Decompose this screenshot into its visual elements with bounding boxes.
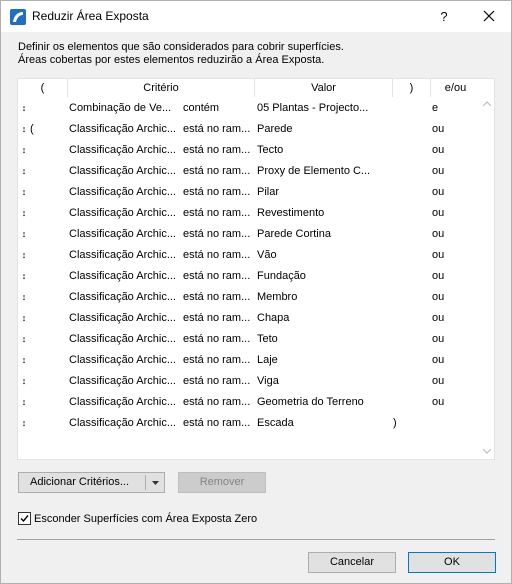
cell-op[interactable]: está no ram... — [183, 165, 251, 177]
table-row[interactable] — [18, 329, 480, 350]
table-row[interactable] — [18, 161, 480, 182]
cell-name[interactable]: Combinação de Ve... — [69, 102, 172, 114]
cell-close[interactable] — [393, 350, 423, 371]
dropdown-arrow-icon — [146, 473, 165, 492]
cell-andor[interactable]: ou — [432, 186, 445, 198]
cell-name[interactable]: Classificação Archic... — [69, 312, 176, 324]
cell-andor[interactable]: ou — [432, 123, 445, 135]
cell-close[interactable] — [393, 98, 423, 119]
row-move-handle-icon[interactable]: ↕ — [21, 187, 27, 197]
row-move-handle-icon[interactable]: ↕ — [21, 334, 27, 344]
cell-andor[interactable]: e — [432, 102, 439, 114]
row-move-handle-icon[interactable]: ↕ — [21, 271, 27, 281]
row-move-handle-icon[interactable]: ↕ — [21, 229, 27, 239]
cell-andor[interactable]: ou — [432, 270, 445, 282]
cell-open[interactable]: ( — [30, 123, 34, 135]
cell-open[interactable] — [30, 182, 60, 203]
row-move-handle-icon[interactable]: ↕ — [21, 418, 27, 428]
hide-zero-surfaces-label: Esconder Superfícies com Área Exposta Zero — [34, 513, 258, 525]
cell-op[interactable]: está no ram... — [183, 249, 251, 261]
cell-op[interactable]: está no ram... — [183, 228, 251, 240]
cell-name[interactable]: Classificação Archic... — [69, 186, 176, 198]
cell-name[interactable]: Classificação Archic... — [69, 165, 176, 177]
header-value[interactable]: Valor — [255, 79, 393, 97]
cell-value[interactable]: Vão — [257, 249, 277, 261]
cell-close[interactable] — [393, 182, 423, 203]
cell-close[interactable] — [393, 203, 423, 224]
table-row[interactable] — [18, 350, 480, 371]
cell-open[interactable] — [30, 329, 60, 350]
table-row[interactable] — [18, 140, 480, 161]
cell-close[interactable] — [393, 224, 423, 245]
cell-open[interactable] — [30, 308, 60, 329]
description-line-1: Definir os elementos que são considerados para cobrir superfícies. — [18, 41, 344, 53]
cell-andor[interactable]: ou — [432, 165, 445, 177]
cell-close[interactable] — [393, 329, 423, 350]
row-move-handle-icon[interactable]: ↕ — [21, 124, 27, 134]
description-text — [18, 41, 344, 67]
cell-open[interactable] — [30, 161, 60, 182]
cell-andor[interactable]: ou — [432, 354, 445, 366]
cell-name[interactable]: Classificação Archic... — [69, 228, 176, 240]
archicad-app-icon — [10, 9, 26, 25]
cell-name[interactable]: Classificação Archic... — [69, 417, 176, 429]
row-move-handle-icon[interactable]: ↕ — [21, 376, 27, 386]
header-criterion[interactable]: Critério — [68, 79, 255, 97]
cell-value[interactable]: Escada — [257, 417, 294, 429]
cell-value[interactable]: Revestimento — [257, 207, 325, 219]
cell-value[interactable]: Geometria do Terreno — [257, 396, 364, 408]
cell-value[interactable]: Pilar — [257, 186, 280, 198]
cell-andor[interactable]: ou — [432, 396, 445, 408]
cell-name[interactable]: Classificação Archic... — [69, 144, 176, 156]
cell-value[interactable]: Tecto — [257, 144, 284, 156]
cell-op[interactable]: está no ram... — [183, 417, 251, 429]
cell-andor[interactable]: ou — [432, 375, 445, 387]
cell-op[interactable]: está no ram... — [183, 123, 251, 135]
cell-op[interactable]: está no ram... — [183, 333, 251, 345]
add-criteria-button-label: Adicionar Critérios... — [30, 476, 130, 488]
cell-close[interactable] — [393, 119, 423, 140]
cell-close[interactable] — [393, 287, 423, 308]
criteria-table — [17, 78, 495, 460]
close-button[interactable] — [473, 1, 505, 32]
cell-close[interactable] — [393, 161, 423, 182]
cell-open[interactable] — [30, 98, 60, 119]
cell-value[interactable]: Proxy de Elemento C... — [257, 165, 371, 177]
cell-close[interactable] — [393, 245, 423, 266]
table-row[interactable] — [18, 287, 480, 308]
row-move-handle-icon[interactable]: ↕ — [21, 250, 27, 260]
header-and-or[interactable]: e/ou — [444, 82, 467, 94]
cell-andor[interactable] — [432, 413, 478, 434]
title-bar — [1, 1, 511, 32]
cell-open[interactable] — [30, 266, 60, 287]
cell-close[interactable]: ) — [393, 417, 397, 429]
cell-andor[interactable]: ou — [432, 333, 445, 345]
cell-value[interactable]: Chapa — [257, 312, 290, 324]
cell-op[interactable]: está no ram... — [183, 375, 251, 387]
row-move-handle-icon[interactable]: ↕ — [21, 145, 27, 155]
remove-button[interactable]: Remover — [178, 472, 266, 493]
cell-op[interactable]: está no ram... — [183, 207, 251, 219]
cell-name[interactable]: Classificação Archic... — [69, 123, 176, 135]
cell-open[interactable] — [30, 224, 60, 245]
checkmark-icon — [19, 513, 30, 524]
add-criteria-split-button[interactable] — [18, 472, 165, 493]
cell-op[interactable]: está no ram... — [183, 312, 251, 324]
cell-op[interactable]: está no ram... — [183, 396, 251, 408]
cell-value[interactable]: Viga — [257, 375, 279, 387]
cell-open[interactable] — [30, 245, 60, 266]
cell-open[interactable] — [30, 392, 60, 413]
row-move-handle-icon[interactable]: ↕ — [21, 397, 27, 407]
cell-value[interactable]: Laje — [257, 354, 278, 366]
cell-name[interactable]: Classificação Archic... — [69, 375, 176, 387]
cell-op[interactable]: está no ram... — [183, 354, 251, 366]
cell-op[interactable]: está no ram... — [183, 186, 251, 198]
cell-op[interactable]: contém — [183, 102, 220, 114]
cell-value[interactable]: Parede Cortina — [257, 228, 331, 240]
cell-name[interactable]: Classificação Archic... — [69, 354, 176, 366]
row-move-handle-icon[interactable]: ↕ — [21, 292, 27, 302]
table-header — [18, 79, 480, 97]
cell-value[interactable]: 05 Plantas - Projecto... — [257, 102, 369, 114]
cell-value[interactable]: Fundação — [257, 270, 306, 282]
table-row[interactable] — [18, 98, 480, 119]
cell-open[interactable] — [30, 140, 60, 161]
cell-value[interactable]: Parede — [257, 123, 293, 135]
ok-button[interactable]: OK — [408, 552, 496, 573]
cell-open[interactable] — [30, 203, 60, 224]
table-row[interactable] — [18, 245, 480, 266]
cell-name[interactable]: Classificação Archic... — [69, 396, 176, 408]
scroll-up-icon — [483, 101, 491, 107]
row-move-handle-icon[interactable]: ↕ — [21, 103, 27, 113]
row-move-handle-icon[interactable]: ↕ — [21, 208, 27, 218]
cell-close[interactable] — [393, 266, 423, 287]
window-title: Reduzir Área Exposta — [32, 9, 149, 23]
header-close-paren[interactable]: ) — [393, 79, 431, 97]
table-row[interactable] — [18, 266, 480, 287]
cell-value[interactable]: Teto — [257, 333, 278, 345]
cell-name[interactable]: Classificação Archic... — [69, 291, 176, 303]
cell-andor[interactable]: ou — [432, 249, 445, 261]
cell-andor[interactable]: ou — [432, 207, 445, 219]
row-move-handle-icon[interactable]: ↕ — [21, 355, 27, 365]
table-row[interactable] — [18, 224, 480, 245]
cell-andor[interactable]: ou — [432, 312, 445, 324]
cell-close[interactable] — [393, 140, 423, 161]
cell-op[interactable]: está no ram... — [183, 270, 251, 282]
close-icon — [473, 1, 505, 32]
cell-op[interactable]: está no ram... — [183, 144, 251, 156]
table-row[interactable] — [18, 119, 480, 140]
cell-open[interactable] — [30, 350, 60, 371]
table-row[interactable] — [18, 203, 480, 224]
hide-zero-surfaces-checkbox[interactable] — [18, 512, 31, 525]
cell-open[interactable] — [30, 371, 60, 392]
cancel-button[interactable]: Cancelar — [308, 552, 396, 573]
cell-andor[interactable]: ou — [432, 144, 445, 156]
row-move-handle-icon[interactable]: ↕ — [21, 313, 27, 323]
cell-andor[interactable]: ou — [432, 228, 445, 240]
table-row[interactable] — [18, 413, 480, 434]
table-row[interactable] — [18, 371, 480, 392]
vertical-scrollbar[interactable] — [480, 98, 494, 459]
table-row[interactable] — [18, 182, 480, 203]
cell-value[interactable]: Membro — [257, 291, 298, 303]
cell-close[interactable] — [393, 371, 423, 392]
help-button[interactable]: ? — [440, 9, 448, 24]
cell-name[interactable]: Classificação Archic... — [69, 207, 176, 219]
cell-andor[interactable]: ou — [432, 291, 445, 303]
scroll-down-icon — [483, 448, 491, 454]
cell-name[interactable]: Classificação Archic... — [69, 333, 176, 345]
cell-open[interactable] — [30, 287, 60, 308]
cell-close[interactable] — [393, 308, 423, 329]
row-move-handle-icon[interactable]: ↕ — [21, 166, 27, 176]
cell-op[interactable]: está no ram... — [183, 291, 251, 303]
description-line-2: Áreas cobertas por estes elementos reduzirão a Área Exposta. — [18, 54, 325, 66]
cell-name[interactable]: Classificação Archic... — [69, 270, 176, 282]
footer-separator — [17, 539, 495, 540]
add-criteria-dropdown[interactable] — [146, 473, 165, 492]
cell-close[interactable] — [393, 392, 423, 413]
table-row[interactable] — [18, 308, 480, 329]
cell-name[interactable]: Classificação Archic... — [69, 249, 176, 261]
table-row[interactable] — [18, 392, 480, 413]
cell-open[interactable] — [30, 413, 60, 434]
header-open-paren[interactable]: ( — [18, 79, 68, 97]
